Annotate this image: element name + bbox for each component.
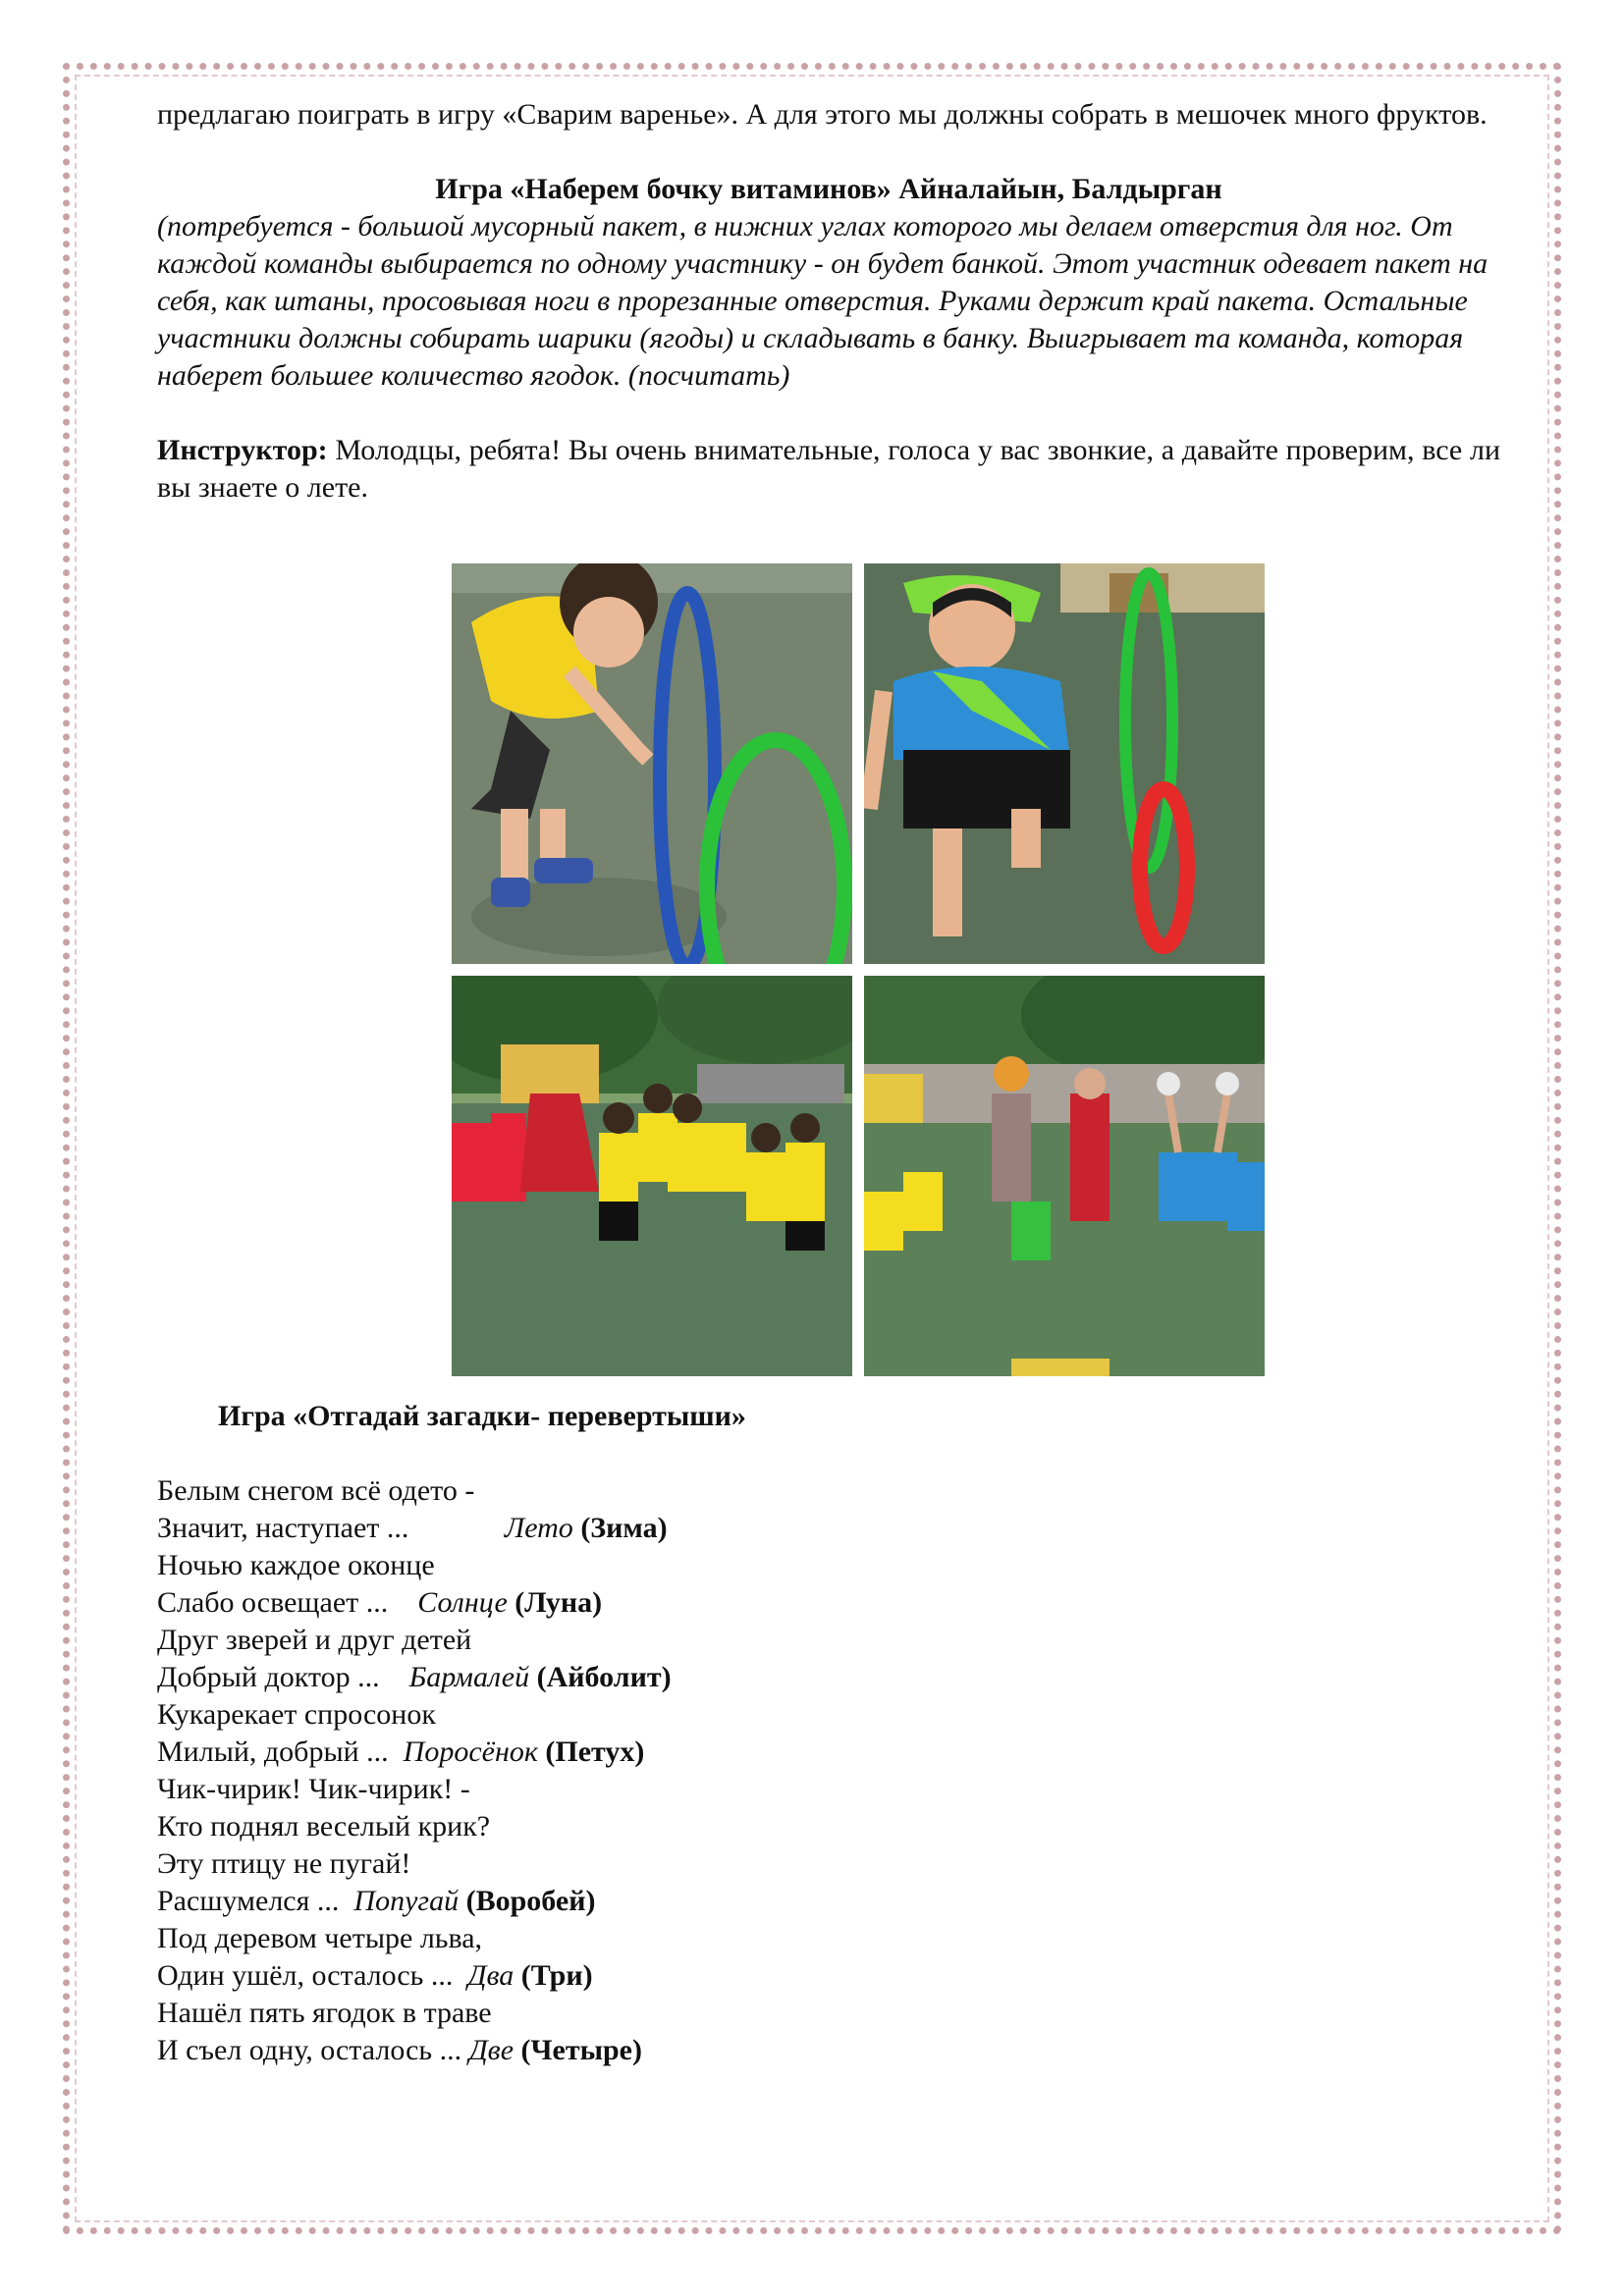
riddle-line: Эту птицу не пугай! bbox=[157, 1847, 411, 1880]
riddle-line: Добрый доктор ... Бармалей (Айболит) bbox=[157, 1661, 672, 1693]
riddle-line: Милый, добрый ... Поросёнок (Петух) bbox=[157, 1735, 645, 1768]
riddle-line: Чик-чирик! Чик-чирик! - bbox=[157, 1773, 470, 1805]
riddle-line: Под деревом четыре льва, bbox=[157, 1922, 483, 1954]
instructor-text: Молодцы, ребята! Вы очень внимательные, голоса у вас звонкие, а давайте проверим, все ли вы знаете о лете. bbox=[157, 434, 1500, 504]
riddle-line: Кто поднял веселый крик? bbox=[157, 1810, 491, 1842]
instructor-paragraph bbox=[157, 432, 1500, 507]
instructor-label: Инструктор: bbox=[157, 434, 328, 466]
photo-children-hands bbox=[864, 976, 1265, 1376]
photo-children-line bbox=[452, 976, 852, 1376]
photo-boy-hoops bbox=[452, 563, 852, 964]
game1-title: Игра «Наберем бочку витаминов» Айналайын, Балдырган bbox=[435, 173, 1222, 205]
riddle-line: Один ушёл, осталось ... Два (Три) bbox=[157, 1959, 593, 1992]
riddle-line: Слабо освещает ... Солнце (Луна) bbox=[157, 1586, 603, 1619]
photo-collage bbox=[452, 563, 1265, 1378]
game2-title: Игра «Отгадай загадки- перевертыши» bbox=[218, 1400, 746, 1432]
riddle-line: И съел одну, осталось ... Две (Четыре) bbox=[157, 2034, 642, 2066]
riddle-line: Друг зверей и друг детей bbox=[157, 1624, 472, 1656]
riddle-line: Значит, наступает ... Лето (Зима) bbox=[157, 1512, 668, 1544]
photo-girl-hoops bbox=[864, 563, 1265, 964]
riddle-line: Нашёл пять ягодок в траве bbox=[157, 1997, 492, 2029]
riddle-line: Ночью каждое оконце bbox=[157, 1549, 435, 1581]
riddle-line: Белым снегом всё одето - bbox=[157, 1474, 475, 1507]
intro-paragraph: предлагаю поиграть в игру «Сварим варенье». А для этого мы должны собрать в мешочек много фруктов. bbox=[157, 98, 1488, 131]
riddles-list bbox=[157, 1472, 1500, 2069]
riddle-line: Расшумелся ... Попугай (Воробей) bbox=[157, 1885, 596, 1917]
riddle-line: Кукарекает спросонок bbox=[157, 1698, 436, 1731]
game1-description: (потребуется - большой мусорный пакет, в нижних углах которого мы делаем отверстия для ног. От каждой команды выбирается по одному участнику - он будет банкой. Этот участник одевает пакет на себя, как штаны, просовывая ноги в прорезанные отверстия. Руками держит край пакета. Остальные участники должны собирать шарики (ягоды) и складывать в банку. Выигрывает та команда, которая наберет большее количество ягодок. (посчитать) bbox=[157, 210, 1489, 392]
page-content bbox=[157, 96, 1500, 2069]
